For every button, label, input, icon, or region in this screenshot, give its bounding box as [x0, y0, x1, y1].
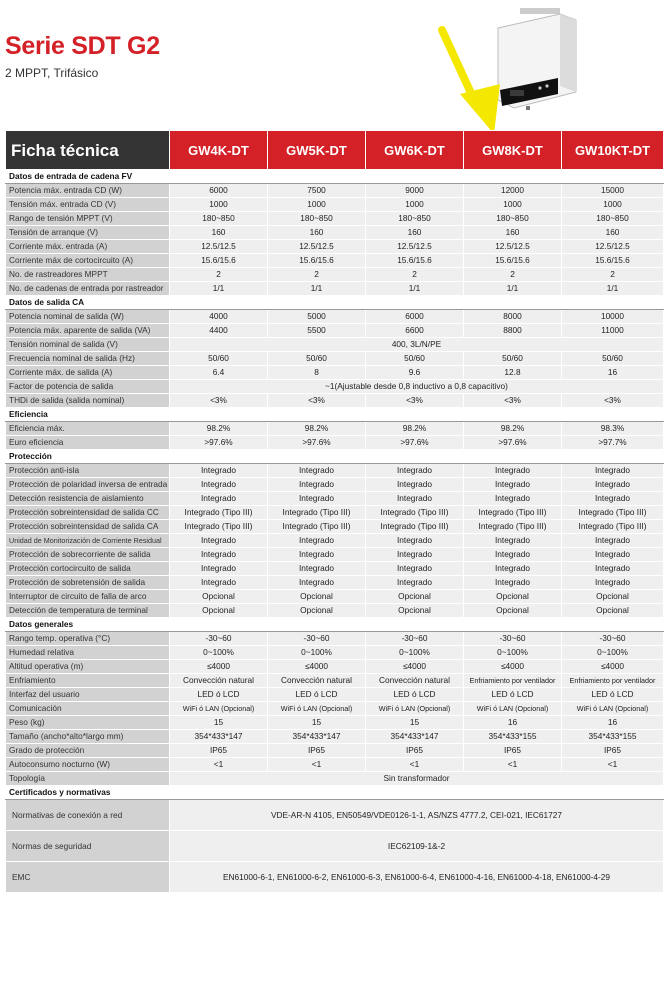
row-value: 15	[268, 716, 366, 730]
row-value: 6000	[170, 184, 268, 198]
table-row	[6, 862, 664, 893]
row-value: 98.3%	[562, 422, 664, 436]
page-title: Serie SDT G2	[5, 32, 160, 60]
row-label: Factor de potencia de salida	[6, 380, 170, 394]
row-value: Integrado	[268, 562, 366, 576]
table-row	[6, 338, 664, 352]
table-row	[6, 758, 664, 772]
row-value: -30~60	[366, 632, 464, 646]
row-value: >97.7%	[562, 436, 664, 450]
row-label: Peso (kg)	[6, 716, 170, 730]
row-value: 354*433*155	[464, 730, 562, 744]
row-value: Integrado	[268, 478, 366, 492]
row-value: 0~100%	[464, 646, 562, 660]
row-value: 4400	[170, 324, 268, 338]
row-value: IP65	[366, 744, 464, 758]
row-value: 160	[562, 226, 664, 240]
row-value: 1000	[268, 198, 366, 212]
row-label: THDi de salida (salida nominal)	[6, 394, 170, 408]
row-label: Tensión de arranque (V)	[6, 226, 170, 240]
row-value-span: IEC62109-1&-2	[170, 831, 664, 862]
table-row	[6, 268, 664, 282]
row-value: 6.4	[170, 366, 268, 380]
row-value: 160	[464, 226, 562, 240]
row-value: 50/60	[268, 352, 366, 366]
row-label: Normas de seguridad	[6, 831, 170, 862]
row-label: Protección cortocircuito de salida	[6, 562, 170, 576]
row-value: Opcional	[170, 604, 268, 618]
row-value: 9.6	[366, 366, 464, 380]
row-label: Potencia nominal de salida (W)	[6, 310, 170, 324]
row-label: Rango temp. operativa (°C)	[6, 632, 170, 646]
row-value: 11000	[562, 324, 664, 338]
table-row	[6, 576, 664, 590]
row-value: Integrado	[464, 562, 562, 576]
row-value: 0~100%	[562, 646, 664, 660]
row-value: Integrado	[562, 492, 664, 506]
row-value: Integrado	[170, 492, 268, 506]
row-value: ≤4000	[464, 660, 562, 674]
row-label: No. de cadenas de entrada por rastreador	[6, 282, 170, 296]
row-value: 8	[268, 366, 366, 380]
section-header-row	[6, 170, 664, 184]
row-value: 1000	[562, 198, 664, 212]
section-title: Protección	[6, 450, 664, 464]
row-value: 5500	[268, 324, 366, 338]
table-row	[6, 730, 664, 744]
table-row	[6, 254, 664, 268]
spec-table	[5, 130, 664, 893]
row-value: 50/60	[562, 352, 664, 366]
row-label: Autoconsumo nocturno (W)	[6, 758, 170, 772]
row-value: Integrado (Tipo III)	[562, 520, 664, 534]
section-title: Datos generales	[6, 618, 664, 632]
row-value: Convección natural	[170, 674, 268, 688]
section-header-row	[6, 450, 664, 464]
row-value-span: 400, 3L/N/PE	[170, 338, 664, 352]
row-label: Frecuencia nominal de salida (Hz)	[6, 352, 170, 366]
row-label: Unidad de Monitorización de Corriente Residual	[6, 534, 170, 548]
row-label: Protección anti-isla	[6, 464, 170, 478]
row-value: Opcional	[464, 604, 562, 618]
table-row	[6, 492, 664, 506]
row-value: Integrado	[170, 576, 268, 590]
row-value: 15	[366, 716, 464, 730]
row-value: Integrado	[268, 492, 366, 506]
row-label: Protección de polaridad inversa de entrada	[6, 478, 170, 492]
row-value: Opcional	[268, 590, 366, 604]
row-value: Integrado	[366, 576, 464, 590]
row-value: 98.2%	[268, 422, 366, 436]
row-value: Opcional	[366, 604, 464, 618]
row-value: ≤4000	[366, 660, 464, 674]
table-row	[6, 534, 664, 548]
row-label: Interfaz del usuario	[6, 688, 170, 702]
row-value: 16	[464, 716, 562, 730]
table-row	[6, 436, 664, 450]
section-title: Eficiencia	[6, 408, 664, 422]
row-value: Integrado (Tipo III)	[464, 506, 562, 520]
row-value: 1/1	[464, 282, 562, 296]
row-value: Integrado	[464, 464, 562, 478]
row-value: Integrado	[170, 562, 268, 576]
row-value: 5000	[268, 310, 366, 324]
row-value: Convección natural	[268, 674, 366, 688]
row-value: <3%	[464, 394, 562, 408]
row-value: 6000	[366, 310, 464, 324]
row-label: Grado de protección	[6, 744, 170, 758]
row-value: 160	[268, 226, 366, 240]
row-value: Integrado	[268, 464, 366, 478]
row-value: <3%	[366, 394, 464, 408]
row-value: >97.6%	[366, 436, 464, 450]
row-value: Integrado	[464, 534, 562, 548]
row-value: <3%	[562, 394, 664, 408]
row-value: 1000	[170, 198, 268, 212]
row-label: Euro eficiencia	[6, 436, 170, 450]
table-row	[6, 464, 664, 478]
row-label: Enfriamiento	[6, 674, 170, 688]
table-row	[6, 380, 664, 394]
row-value: <1	[464, 758, 562, 772]
table-row	[6, 702, 664, 716]
table-row	[6, 198, 664, 212]
section-title: Datos de salida CA	[6, 296, 664, 310]
section-title: Datos de entrada de cadena FV	[6, 170, 664, 184]
row-value: Integrado	[268, 576, 366, 590]
row-value: Integrado	[366, 548, 464, 562]
row-value: Integrado	[562, 534, 664, 548]
section-header-row	[6, 296, 664, 310]
row-value: 8800	[464, 324, 562, 338]
row-label: Detección de temperatura de terminal	[6, 604, 170, 618]
row-value: Integrado	[366, 478, 464, 492]
table-row	[6, 324, 664, 338]
row-value: 15000	[562, 184, 664, 198]
table-row	[6, 604, 664, 618]
row-value: 12000	[464, 184, 562, 198]
row-value: Integrado (Tipo III)	[562, 506, 664, 520]
section-header-row	[6, 408, 664, 422]
row-value: LED ó LCD	[464, 688, 562, 702]
row-label: Protección sobreintensidad de salida CC	[6, 506, 170, 520]
row-label: Corriente máx de cortocircuito (A)	[6, 254, 170, 268]
row-value: <3%	[170, 394, 268, 408]
row-label: Potencia máx. aparente de salida (VA)	[6, 324, 170, 338]
row-value: Convección natural	[366, 674, 464, 688]
row-value: -30~60	[170, 632, 268, 646]
table-row	[6, 282, 664, 296]
table-row	[6, 366, 664, 380]
row-value: <1	[268, 758, 366, 772]
row-value: ≤4000	[268, 660, 366, 674]
row-value: 12.5/12.5	[268, 240, 366, 254]
row-value: Opcional	[464, 590, 562, 604]
row-value: 180~850	[366, 212, 464, 226]
row-value: IP65	[562, 744, 664, 758]
row-value: Enfriamiento por ventilador	[562, 674, 664, 688]
row-value: 354*433*147	[170, 730, 268, 744]
yellow-arrow-graphic	[436, 26, 506, 138]
row-value: 16	[562, 366, 664, 380]
table-row	[6, 646, 664, 660]
table-row	[6, 394, 664, 408]
row-value: Integrado	[268, 534, 366, 548]
table-row	[6, 212, 664, 226]
row-label: Comunicación	[6, 702, 170, 716]
row-value: 1000	[464, 198, 562, 212]
row-value: WiFi ó LAN (Opcional)	[366, 702, 464, 716]
row-value: 0~100%	[366, 646, 464, 660]
row-label: Tensión máx. entrada CD (V)	[6, 198, 170, 212]
table-row	[6, 800, 664, 831]
row-value: 15.6/15.6	[562, 254, 664, 268]
table-row	[6, 632, 664, 646]
row-value: 12.5/12.5	[562, 240, 664, 254]
row-label: Altitud operativa (m)	[6, 660, 170, 674]
row-label: Humedad relativa	[6, 646, 170, 660]
row-label: Topología	[6, 772, 170, 786]
table-row	[6, 688, 664, 702]
row-label: Interruptor de circuito de falla de arco	[6, 590, 170, 604]
row-value: Integrado	[366, 562, 464, 576]
row-value: 354*433*147	[268, 730, 366, 744]
row-value: Opcional	[562, 604, 664, 618]
row-value: 98.2%	[170, 422, 268, 436]
row-value: Integrado (Tipo III)	[464, 520, 562, 534]
row-value: Opcional	[268, 604, 366, 618]
row-value: 1/1	[366, 282, 464, 296]
row-value: -30~60	[268, 632, 366, 646]
row-value: 15.6/15.6	[170, 254, 268, 268]
table-row	[6, 520, 664, 534]
row-value: 10000	[562, 310, 664, 324]
row-value: Enfriamiento por ventilador	[464, 674, 562, 688]
row-label: Protección sobreintensidad de salida CA	[6, 520, 170, 534]
row-value: 12.5/12.5	[464, 240, 562, 254]
row-label: Corriente máx. entrada (A)	[6, 240, 170, 254]
table-corner-title: Ficha técnica	[6, 131, 170, 170]
row-label: EMC	[6, 862, 170, 893]
table-row	[6, 422, 664, 436]
table-row	[6, 562, 664, 576]
row-value: Integrado	[464, 478, 562, 492]
row-value: 2	[464, 268, 562, 282]
table-header-row	[6, 131, 664, 170]
row-label: Tamaño (ancho*alto*largo mm)	[6, 730, 170, 744]
row-value: IP65	[464, 744, 562, 758]
row-value: <1	[170, 758, 268, 772]
row-value: Integrado	[366, 492, 464, 506]
row-value: 50/60	[464, 352, 562, 366]
row-label: Eficiencia máx.	[6, 422, 170, 436]
row-value: Opcional	[170, 590, 268, 604]
row-value: WiFi ó LAN (Opcional)	[170, 702, 268, 716]
table-row	[6, 831, 664, 862]
row-value-span: EN61000-6-1, EN61000-6-2, EN61000-6-3, EN61000-6-4, EN61000-4-16, EN61000-4-18, EN61000-4-29	[170, 862, 664, 893]
row-value: 9000	[366, 184, 464, 198]
row-value: Integrado	[562, 562, 664, 576]
row-value: 98.2%	[464, 422, 562, 436]
row-value: Opcional	[562, 590, 664, 604]
section-header-row	[6, 786, 664, 800]
row-value: WiFi ó LAN (Opcional)	[268, 702, 366, 716]
row-value: Integrado	[562, 548, 664, 562]
row-value: 12.8	[464, 366, 562, 380]
row-value: 1/1	[268, 282, 366, 296]
row-value: Integrado	[170, 478, 268, 492]
row-value: 7500	[268, 184, 366, 198]
row-label: Normativas de conexión a red	[6, 800, 170, 831]
row-label: No. de rastreadores MPPT	[6, 268, 170, 282]
row-value: >97.6%	[268, 436, 366, 450]
row-value: 50/60	[366, 352, 464, 366]
row-value: 1/1	[170, 282, 268, 296]
row-value: Integrado	[170, 548, 268, 562]
table-row	[6, 744, 664, 758]
row-value: 16	[562, 716, 664, 730]
row-value: -30~60	[464, 632, 562, 646]
table-row	[6, 352, 664, 366]
row-value: IP65	[268, 744, 366, 758]
row-value: LED ó LCD	[170, 688, 268, 702]
row-value: 2	[268, 268, 366, 282]
row-value: 98.2%	[366, 422, 464, 436]
row-value: Integrado (Tipo III)	[170, 520, 268, 534]
row-value: 6600	[366, 324, 464, 338]
table-row	[6, 590, 664, 604]
row-value: Integrado (Tipo III)	[268, 506, 366, 520]
row-value: <1	[562, 758, 664, 772]
row-value: IP65	[170, 744, 268, 758]
row-value: >97.6%	[170, 436, 268, 450]
row-value: 2	[562, 268, 664, 282]
row-value: 180~850	[268, 212, 366, 226]
row-value: Integrado	[366, 464, 464, 478]
row-value-span: Sin transformador	[170, 772, 664, 786]
table-row	[6, 310, 664, 324]
row-value: 4000	[170, 310, 268, 324]
row-value: <3%	[268, 394, 366, 408]
row-value: 15.6/15.6	[268, 254, 366, 268]
row-value: Integrado	[562, 576, 664, 590]
row-value: 15.6/15.6	[366, 254, 464, 268]
row-value: Integrado (Tipo III)	[268, 520, 366, 534]
row-value: Integrado	[562, 464, 664, 478]
row-value: Integrado	[170, 464, 268, 478]
row-value: Integrado	[464, 576, 562, 590]
row-value: 15	[170, 716, 268, 730]
model-header: GW4K-DT	[170, 131, 268, 170]
row-value: 12.5/12.5	[170, 240, 268, 254]
row-value: ≤4000	[170, 660, 268, 674]
row-value: >97.6%	[464, 436, 562, 450]
section-title: Certificados y normativas	[6, 786, 664, 800]
row-label: Tensión nominal de salida (V)	[6, 338, 170, 352]
table-row	[6, 478, 664, 492]
section-header-row	[6, 618, 664, 632]
row-label: Detección resistencia de aislamiento	[6, 492, 170, 506]
row-value: 180~850	[170, 212, 268, 226]
row-value: Integrado	[366, 534, 464, 548]
row-value: -30~60	[562, 632, 664, 646]
row-label: Protección de sobrecorriente de salida	[6, 548, 170, 562]
row-value: Integrado	[464, 492, 562, 506]
row-value: WiFi ó LAN (Opcional)	[562, 702, 664, 716]
row-value: Integrado (Tipo III)	[170, 506, 268, 520]
row-label: Protección de sobretensión de salida	[6, 576, 170, 590]
row-value: 180~850	[562, 212, 664, 226]
row-value: Integrado	[268, 548, 366, 562]
table-row	[6, 772, 664, 786]
row-value-span: VDE-AR-N 4105, EN50549/VDE0126-1-1, AS/NZS 4777.2, CEI-021, IEC61727	[170, 800, 664, 831]
row-value: LED ó LCD	[562, 688, 664, 702]
row-value: WiFi ó LAN (Opcional)	[464, 702, 562, 716]
model-header: GW10KT-DT	[562, 131, 664, 170]
row-value: 8000	[464, 310, 562, 324]
table-row	[6, 716, 664, 730]
row-value: Integrado	[562, 478, 664, 492]
row-value: Integrado (Tipo III)	[366, 520, 464, 534]
row-value: 160	[366, 226, 464, 240]
row-value: Integrado (Tipo III)	[366, 506, 464, 520]
model-header: GW6K-DT	[366, 131, 464, 170]
row-value: 180~850	[464, 212, 562, 226]
row-value: Integrado	[464, 548, 562, 562]
row-value-span: ~1(Ajustable desde 0,8 inductivo a 0,8 capacitivo)	[170, 380, 664, 394]
table-row	[6, 240, 664, 254]
row-value: <1	[366, 758, 464, 772]
page-subtitle: 2 MPPT, Trifásico	[5, 66, 99, 80]
table-row	[6, 184, 664, 198]
row-value: 1/1	[562, 282, 664, 296]
model-header: GW8K-DT	[464, 131, 562, 170]
row-value: LED ó LCD	[366, 688, 464, 702]
table-row	[6, 226, 664, 240]
row-label: Corriente máx. de salida (A)	[6, 366, 170, 380]
row-value: 50/60	[170, 352, 268, 366]
row-value: 2	[170, 268, 268, 282]
row-value: LED ó LCD	[268, 688, 366, 702]
table-row	[6, 548, 664, 562]
row-value: 15.6/15.6	[464, 254, 562, 268]
row-value: 2	[366, 268, 464, 282]
row-label: Rango de tensión MPPT (V)	[6, 212, 170, 226]
row-value: 12.5/12.5	[366, 240, 464, 254]
row-value: 354*433*155	[562, 730, 664, 744]
table-row	[6, 674, 664, 688]
row-label: Potencia máx. entrada CD (W)	[6, 184, 170, 198]
row-value: Integrado	[170, 534, 268, 548]
row-value: 160	[170, 226, 268, 240]
row-value: 354*433*147	[366, 730, 464, 744]
table-row	[6, 660, 664, 674]
row-value: 1000	[366, 198, 464, 212]
table-row	[6, 506, 664, 520]
row-value: Opcional	[366, 590, 464, 604]
row-value: 0~100%	[268, 646, 366, 660]
row-value: ≤4000	[562, 660, 664, 674]
row-value: 0~100%	[170, 646, 268, 660]
model-header: GW5K-DT	[268, 131, 366, 170]
